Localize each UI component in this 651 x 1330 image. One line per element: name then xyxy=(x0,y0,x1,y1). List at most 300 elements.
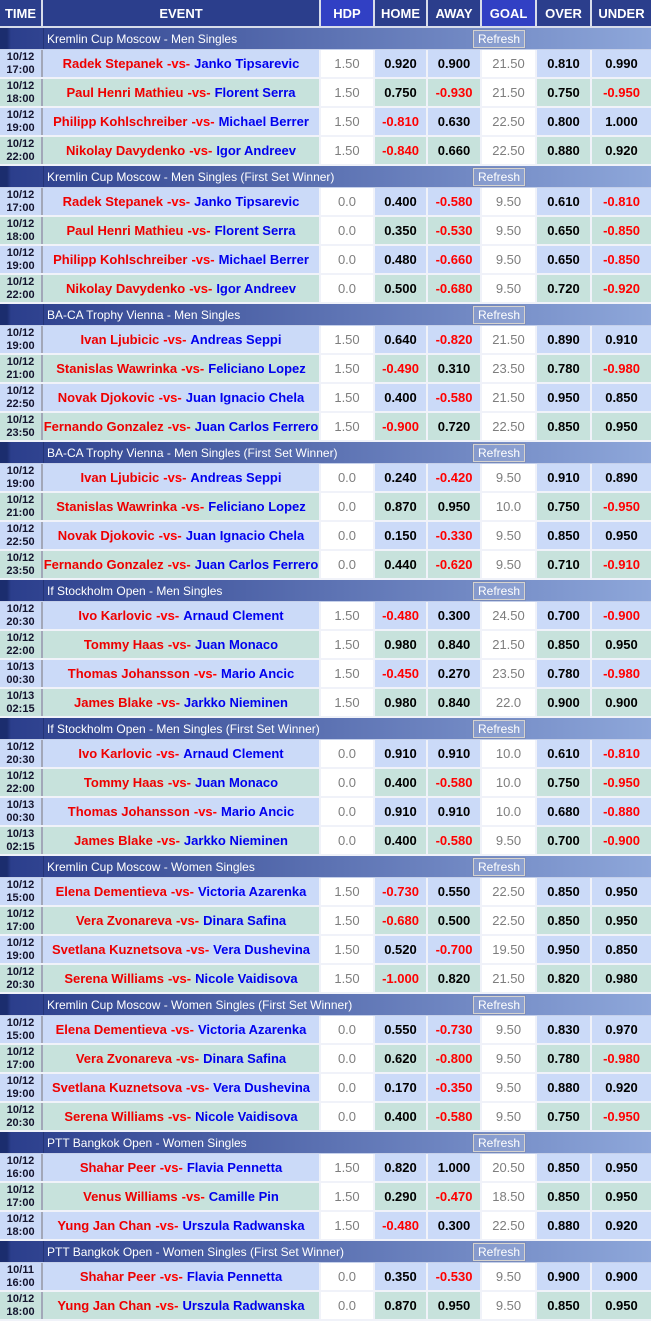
away-odds: -0.530 xyxy=(428,1263,482,1290)
match-clock: 20:30 xyxy=(6,1116,35,1129)
section-header xyxy=(0,1241,651,1263)
match-date: 10/13 xyxy=(6,827,35,840)
vs-label: -vs- xyxy=(167,56,191,71)
section-rows xyxy=(0,326,651,442)
section-header xyxy=(0,718,651,740)
match-event xyxy=(43,689,321,716)
home-player-name: Nikolay Davydenko xyxy=(65,143,186,158)
match-date: 10/12 xyxy=(6,217,35,230)
match-event xyxy=(43,660,321,687)
match-row xyxy=(0,326,651,355)
column-header-hdp: HDP xyxy=(321,0,375,26)
home-player-name: Paul Henri Mathieu xyxy=(66,223,184,238)
away-odds: 0.900 xyxy=(428,50,482,77)
refresh-button[interactable]: Refresh xyxy=(473,1243,525,1261)
match-time xyxy=(0,798,43,825)
under-odds: -0.950 xyxy=(592,493,651,520)
over-odds: 0.610 xyxy=(537,740,592,767)
away-odds: 0.630 xyxy=(428,108,482,135)
away-odds: 1.000 xyxy=(428,1154,482,1181)
goal-value: 9.50 xyxy=(482,246,537,273)
vs-label: -vs- xyxy=(156,746,180,761)
match-time xyxy=(0,878,43,905)
hdp-value: 1.50 xyxy=(321,689,375,716)
away-odds: -0.580 xyxy=(428,769,482,796)
hdp-value: 0.0 xyxy=(321,1045,375,1072)
away-odds: 0.950 xyxy=(428,493,482,520)
under-odds: -0.980 xyxy=(592,660,651,687)
under-odds: -0.850 xyxy=(592,217,651,244)
match-date: 10/12 xyxy=(6,522,35,535)
refresh-button[interactable]: Refresh xyxy=(473,168,525,186)
section-rows xyxy=(0,740,651,856)
match-date: 10/12 xyxy=(6,1154,35,1167)
match-event xyxy=(43,1103,321,1130)
vs-label: -vs- xyxy=(155,1218,179,1233)
away-odds: -0.730 xyxy=(428,1016,482,1043)
match-row xyxy=(0,1016,651,1045)
over-odds: 0.810 xyxy=(537,50,592,77)
away-player-name: Michael Berrer xyxy=(218,114,309,129)
away-odds: -0.580 xyxy=(428,384,482,411)
hdp-value: 0.0 xyxy=(321,740,375,767)
match-clock: 17:00 xyxy=(6,920,35,933)
vs-label: -vs- xyxy=(181,361,205,376)
under-odds: 0.950 xyxy=(592,413,651,440)
home-player-name: Philipp Kohlschreiber xyxy=(53,114,188,129)
away-odds: -0.580 xyxy=(428,1103,482,1130)
home-odds: -0.490 xyxy=(375,355,428,382)
match-row xyxy=(0,660,651,689)
goal-value: 10.0 xyxy=(482,769,537,796)
away-player-name: Janko Tipsarevic xyxy=(194,194,300,209)
vs-label: -vs- xyxy=(167,971,192,986)
match-date: 10/13 xyxy=(6,798,35,811)
away-odds: -0.530 xyxy=(428,217,482,244)
hdp-value: 0.0 xyxy=(321,522,375,549)
match-date: 10/12 xyxy=(6,493,35,506)
vs-label: -vs- xyxy=(175,913,200,928)
under-odds: 0.890 xyxy=(592,464,651,491)
refresh-button[interactable]: Refresh xyxy=(473,1134,525,1152)
match-clock: 19:00 xyxy=(6,477,35,490)
under-odds: -0.900 xyxy=(592,827,651,854)
over-odds: 0.850 xyxy=(537,907,592,934)
match-clock: 22:00 xyxy=(6,288,35,301)
match-row xyxy=(0,522,651,551)
under-odds: -0.900 xyxy=(592,602,651,629)
away-player-name: Flavia Pennetta xyxy=(186,1160,283,1175)
match-time xyxy=(0,631,43,658)
match-clock: 20:30 xyxy=(6,615,35,628)
section-title: Kremlin Cup Moscow - Men Singles xyxy=(47,31,238,46)
vs-label: -vs- xyxy=(156,608,180,623)
away-player-name: Juan Monaco xyxy=(195,775,279,790)
match-row xyxy=(0,965,651,994)
column-header-event: EVENT xyxy=(43,0,321,26)
vs-label: -vs- xyxy=(167,775,191,790)
over-odds: 0.950 xyxy=(537,384,592,411)
over-odds: 0.890 xyxy=(537,326,592,353)
goal-value: 23.50 xyxy=(482,355,537,382)
goal-value: 22.50 xyxy=(482,413,537,440)
under-odds: 1.000 xyxy=(592,108,651,135)
goal-value: 22.50 xyxy=(482,108,537,135)
home-player-name: Thomas Johansson xyxy=(67,666,190,681)
goal-value: 9.50 xyxy=(482,1263,537,1290)
vs-label: -vs- xyxy=(167,637,191,652)
refresh-button[interactable]: Refresh xyxy=(473,582,525,600)
home-player-name: Tommy Haas xyxy=(83,775,164,790)
match-time xyxy=(0,1183,43,1210)
match-date: 10/12 xyxy=(6,1045,35,1058)
away-player-name: Victoria Azarenka xyxy=(198,1022,307,1037)
vs-label: -vs- xyxy=(191,114,215,129)
under-odds: -0.950 xyxy=(592,79,651,106)
away-player-name: Juan Carlos Ferrero xyxy=(194,557,319,572)
match-time xyxy=(0,602,43,629)
hdp-value: 1.50 xyxy=(321,631,375,658)
match-clock: 17:00 xyxy=(6,63,35,76)
match-time xyxy=(0,217,43,244)
vs-label: -vs- xyxy=(156,695,180,710)
tournament-section xyxy=(0,580,651,718)
match-event xyxy=(43,602,321,629)
vs-label: -vs- xyxy=(187,85,211,100)
hdp-value: 1.50 xyxy=(321,602,375,629)
under-odds: 0.950 xyxy=(592,1183,651,1210)
match-clock: 22:50 xyxy=(6,397,35,410)
home-odds: 0.870 xyxy=(375,1292,428,1319)
goal-value: 9.50 xyxy=(482,1292,537,1319)
home-odds: 0.520 xyxy=(375,936,428,963)
match-time xyxy=(0,464,43,491)
match-clock: 22:00 xyxy=(6,644,35,657)
away-odds: 0.910 xyxy=(428,740,482,767)
goal-value: 24.50 xyxy=(482,602,537,629)
home-player-name: Paul Henri Mathieu xyxy=(66,85,184,100)
goal-value: 9.50 xyxy=(482,464,537,491)
over-odds: 0.700 xyxy=(537,827,592,854)
home-player-name: Stanislas Wawrinka xyxy=(56,361,178,376)
match-time xyxy=(0,769,43,796)
vs-label: -vs- xyxy=(187,223,211,238)
match-event xyxy=(43,769,321,796)
match-clock: 16:00 xyxy=(6,1276,35,1289)
away-player-name: Andreas Seppi xyxy=(190,332,282,347)
vs-label: -vs- xyxy=(181,1189,205,1204)
home-player-name: Shahar Peer xyxy=(79,1160,156,1175)
goal-value: 9.50 xyxy=(482,1016,537,1043)
goal-value: 9.50 xyxy=(482,522,537,549)
goal-value: 9.50 xyxy=(482,275,537,302)
match-time xyxy=(0,188,43,215)
match-clock: 22:00 xyxy=(6,782,35,795)
away-player-name: Arnaud Clement xyxy=(183,608,284,623)
match-row xyxy=(0,246,651,275)
hdp-value: 0.0 xyxy=(321,464,375,491)
home-odds: 0.150 xyxy=(375,522,428,549)
goal-value: 9.50 xyxy=(482,1074,537,1101)
hdp-value: 1.50 xyxy=(321,384,375,411)
under-odds: 0.850 xyxy=(592,936,651,963)
match-row xyxy=(0,798,651,827)
match-clock: 02:15 xyxy=(6,840,35,853)
over-odds: 0.850 xyxy=(537,878,592,905)
away-player-name: Jarkko Nieminen xyxy=(183,695,288,710)
away-odds: 0.840 xyxy=(428,631,482,658)
home-player-name: Novak Djokovic xyxy=(57,528,155,543)
home-odds: 0.750 xyxy=(375,79,428,106)
match-clock: 18:00 xyxy=(6,1305,35,1318)
match-date: 10/12 xyxy=(6,769,35,782)
home-player-name: Yung Jan Chan xyxy=(57,1218,152,1233)
away-player-name: Nicole Vaidisova xyxy=(195,971,298,986)
goal-value: 10.0 xyxy=(482,740,537,767)
refresh-button[interactable]: Refresh xyxy=(473,306,525,324)
home-player-name: Ivan Ljubicic xyxy=(80,332,160,347)
away-odds: -0.800 xyxy=(428,1045,482,1072)
match-clock: 19:00 xyxy=(6,339,35,352)
hdp-value: 0.0 xyxy=(321,1016,375,1043)
section-rows xyxy=(0,464,651,580)
match-date: 10/12 xyxy=(6,275,35,288)
over-odds: 0.850 xyxy=(537,1292,592,1319)
vs-label: -vs- xyxy=(158,390,182,405)
match-row xyxy=(0,1292,651,1321)
home-odds: 0.480 xyxy=(375,246,428,273)
away-player-name: Arnaud Clement xyxy=(183,746,284,761)
vs-label: -vs- xyxy=(167,1109,192,1124)
home-odds: 0.620 xyxy=(375,1045,428,1072)
vs-label: -vs- xyxy=(193,666,217,681)
home-odds: 0.910 xyxy=(375,798,428,825)
match-clock: 20:30 xyxy=(6,753,35,766)
match-clock: 17:00 xyxy=(6,1196,35,1209)
match-clock: 23:50 xyxy=(6,426,35,439)
match-row xyxy=(0,936,651,965)
home-odds: 0.400 xyxy=(375,827,428,854)
match-row xyxy=(0,1212,651,1241)
match-time xyxy=(0,326,43,353)
away-odds: 0.550 xyxy=(428,878,482,905)
column-header-under: UNDER xyxy=(592,0,651,26)
home-odds: -0.450 xyxy=(375,660,428,687)
section-rows xyxy=(0,188,651,304)
away-odds: 0.300 xyxy=(428,1212,482,1239)
under-odds: 0.850 xyxy=(592,384,651,411)
over-odds: 0.820 xyxy=(537,965,592,992)
match-date: 10/12 xyxy=(6,936,35,949)
over-odds: 0.910 xyxy=(537,464,592,491)
away-odds: -0.350 xyxy=(428,1074,482,1101)
match-date: 10/12 xyxy=(6,740,35,753)
away-player-name: Feliciano Lopez xyxy=(208,361,306,376)
hdp-value: 1.50 xyxy=(321,1212,375,1239)
match-time xyxy=(0,907,43,934)
goal-value: 9.50 xyxy=(482,827,537,854)
refresh-button[interactable]: Refresh xyxy=(473,996,525,1014)
away-odds: -0.580 xyxy=(428,827,482,854)
match-event xyxy=(43,464,321,491)
under-odds: 0.950 xyxy=(592,878,651,905)
match-clock: 18:00 xyxy=(6,1225,35,1238)
match-event xyxy=(43,246,321,273)
match-time xyxy=(0,1154,43,1181)
away-odds: -0.420 xyxy=(428,464,482,491)
away-player-name: Juan Carlos Ferrero xyxy=(194,419,319,434)
home-odds: -0.480 xyxy=(375,602,428,629)
match-event xyxy=(43,936,321,963)
away-player-name: Juan Monaco xyxy=(195,637,279,652)
home-odds: -0.480 xyxy=(375,1212,428,1239)
match-clock: 15:00 xyxy=(6,891,35,904)
match-row xyxy=(0,551,651,580)
away-odds: 0.660 xyxy=(428,137,482,164)
match-clock: 23:50 xyxy=(6,564,35,577)
match-date: 10/12 xyxy=(6,602,35,615)
section-title: BA-CA Trophy Vienna - Men Singles (First Set Winner) xyxy=(47,445,338,460)
over-odds: 0.750 xyxy=(537,79,592,106)
vs-label: -vs- xyxy=(189,281,213,296)
refresh-button[interactable]: Refresh xyxy=(473,858,525,876)
goal-value: 19.50 xyxy=(482,936,537,963)
home-odds: 0.240 xyxy=(375,464,428,491)
away-odds: 0.820 xyxy=(428,965,482,992)
refresh-button[interactable]: Refresh xyxy=(473,444,525,462)
away-odds: 0.500 xyxy=(428,907,482,934)
match-time xyxy=(0,740,43,767)
home-player-name: Vera Zvonareva xyxy=(75,1051,172,1066)
tournament-section xyxy=(0,28,651,166)
match-event xyxy=(43,1212,321,1239)
away-player-name: Dinara Safina xyxy=(203,913,287,928)
home-player-name: Ivan Ljubicic xyxy=(80,470,160,485)
sections xyxy=(0,28,651,1321)
goal-value: 9.50 xyxy=(482,217,537,244)
tournament-section xyxy=(0,718,651,856)
home-player-name: Svetlana Kuznetsova xyxy=(52,1080,183,1095)
away-odds: -0.680 xyxy=(428,275,482,302)
tournament-section xyxy=(0,1241,651,1321)
match-event xyxy=(43,493,321,520)
match-time xyxy=(0,1074,43,1101)
over-odds: 0.750 xyxy=(537,1103,592,1130)
match-date: 10/13 xyxy=(6,660,35,673)
home-player-name: Nikolay Davydenko xyxy=(65,281,186,296)
hdp-value: 1.50 xyxy=(321,907,375,934)
match-date: 10/12 xyxy=(6,413,35,426)
match-row xyxy=(0,1103,651,1132)
section-rows xyxy=(0,1016,651,1132)
match-time xyxy=(0,965,43,992)
under-odds: -0.810 xyxy=(592,740,651,767)
match-date: 10/12 xyxy=(6,1292,35,1305)
away-player-name: Janko Tipsarevic xyxy=(194,56,300,71)
match-time xyxy=(0,1292,43,1319)
column-header-time: TIME xyxy=(0,0,43,26)
match-date: 10/12 xyxy=(6,326,35,339)
hdp-value: 0.0 xyxy=(321,1074,375,1101)
match-event xyxy=(43,1045,321,1072)
refresh-button[interactable]: Refresh xyxy=(473,30,525,48)
home-odds: 0.400 xyxy=(375,769,428,796)
match-clock: 19:00 xyxy=(6,121,35,134)
home-player-name: James Blake xyxy=(74,833,153,848)
under-odds: -0.980 xyxy=(592,355,651,382)
home-player-name: Shahar Peer xyxy=(79,1269,156,1284)
over-odds: 0.680 xyxy=(537,798,592,825)
match-clock: 18:00 xyxy=(6,92,35,105)
away-odds: 0.270 xyxy=(428,660,482,687)
section-title: If Stockholm Open - Men Singles xyxy=(47,583,223,598)
home-odds: -0.840 xyxy=(375,137,428,164)
match-date: 10/12 xyxy=(6,188,35,201)
goal-value: 21.50 xyxy=(482,50,537,77)
under-odds: 0.920 xyxy=(592,137,651,164)
match-event xyxy=(43,188,321,215)
match-clock: 22:50 xyxy=(6,535,35,548)
tournament-section xyxy=(0,166,651,304)
home-player-name: Tommy Haas xyxy=(83,637,164,652)
under-odds: 0.950 xyxy=(592,1154,651,1181)
over-odds: 0.750 xyxy=(537,769,592,796)
match-row xyxy=(0,1263,651,1292)
goal-value: 23.50 xyxy=(482,660,537,687)
match-event xyxy=(43,798,321,825)
under-odds: 0.980 xyxy=(592,965,651,992)
vs-label: -vs- xyxy=(175,1051,200,1066)
match-time xyxy=(0,1103,43,1130)
hdp-value: 0.0 xyxy=(321,827,375,854)
away-odds: -0.820 xyxy=(428,326,482,353)
match-row xyxy=(0,493,651,522)
match-clock: 19:00 xyxy=(6,949,35,962)
home-odds: -0.680 xyxy=(375,907,428,934)
hdp-value: 1.50 xyxy=(321,326,375,353)
vs-label: -vs- xyxy=(189,143,213,158)
over-odds: 0.650 xyxy=(537,246,592,273)
match-row xyxy=(0,631,651,660)
over-odds: 0.720 xyxy=(537,275,592,302)
match-clock: 19:00 xyxy=(6,1087,35,1100)
refresh-button[interactable]: Refresh xyxy=(473,720,525,738)
tournament-section xyxy=(0,442,651,580)
match-clock: 15:00 xyxy=(6,1029,35,1042)
home-odds: 0.290 xyxy=(375,1183,428,1210)
tournament-section xyxy=(0,994,651,1132)
away-odds: -0.620 xyxy=(428,551,482,578)
match-row xyxy=(0,740,651,769)
hdp-value: 0.0 xyxy=(321,798,375,825)
under-odds: -0.920 xyxy=(592,275,651,302)
away-odds: -0.660 xyxy=(428,246,482,273)
vs-label: -vs- xyxy=(155,1298,179,1313)
match-time xyxy=(0,50,43,77)
section-header xyxy=(0,994,651,1016)
home-odds: 0.350 xyxy=(375,1263,428,1290)
hdp-value: 1.50 xyxy=(321,413,375,440)
match-date: 10/12 xyxy=(6,631,35,644)
match-clock: 18:00 xyxy=(6,230,35,243)
over-odds: 0.800 xyxy=(537,108,592,135)
match-clock: 00:30 xyxy=(6,673,35,686)
match-time xyxy=(0,1212,43,1239)
home-odds: 0.400 xyxy=(375,188,428,215)
match-date: 10/12 xyxy=(6,108,35,121)
match-clock: 02:15 xyxy=(6,702,35,715)
match-row xyxy=(0,355,651,384)
